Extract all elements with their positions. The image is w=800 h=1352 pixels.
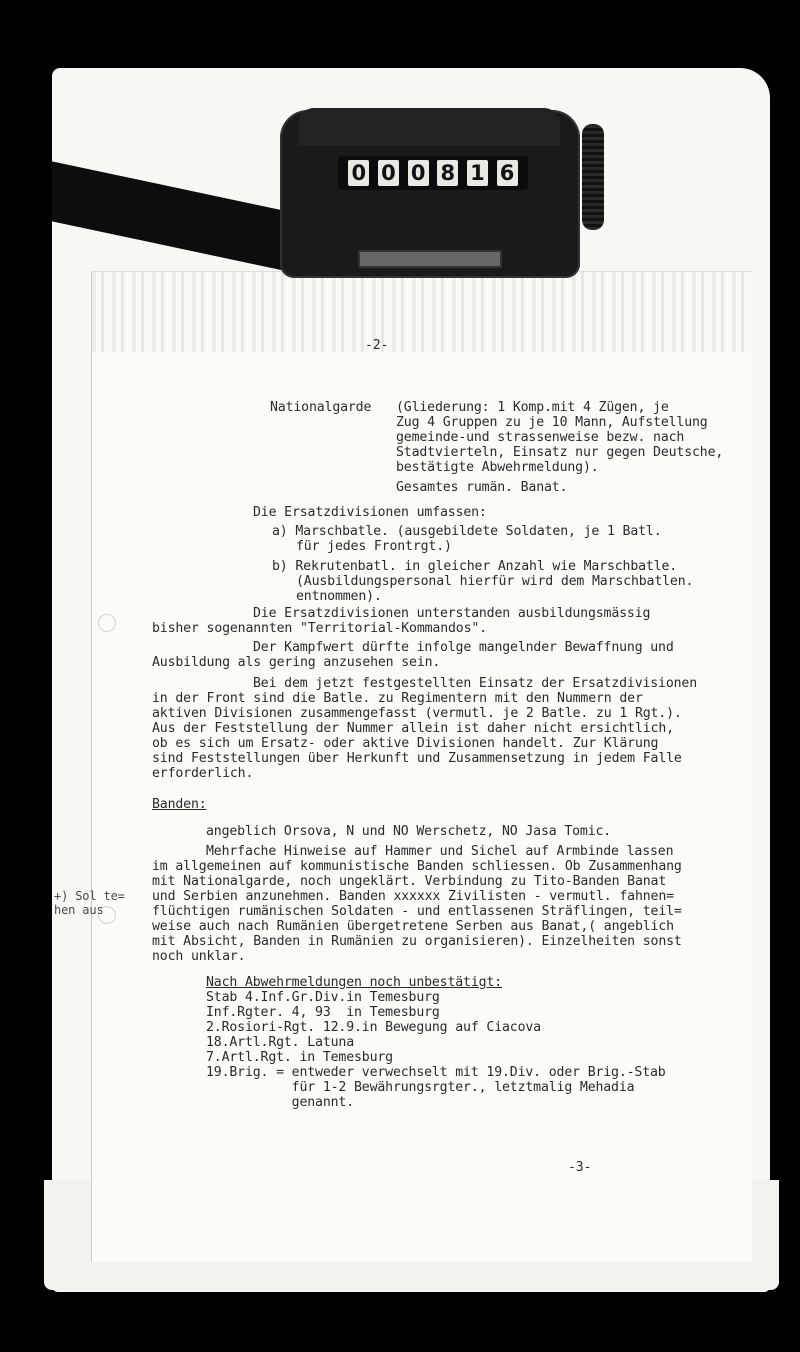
sheet-torn-edge (92, 272, 752, 352)
banden-line: mit Nationalgarde, noch ungeklärt. Verbindung zu Tito-Banden Banat (152, 874, 667, 889)
ersatz-paragraph: in der Front sind die Batle. zu Regimentern mit den Nummern der (152, 691, 643, 706)
banden-line: flüchtigen rumänischen Soldaten - und entlassenen Sträflingen, teil= (152, 904, 682, 919)
banden-line: und Serbien anzunehmen. Banden xxxxxx Zivilisten - vermutl. fahnen= (152, 889, 674, 904)
counter-slot (358, 250, 502, 268)
margin-note: +) Sol te= (54, 889, 125, 903)
unconfirmed-line: Inf.Rgter. 4, 93 in Temesburg (206, 1005, 440, 1020)
ersatz-item-b: b) Rekrutenbatl. in gleicher Anzahl wie Marschbatle. (272, 559, 678, 574)
national-guard-label: Nationalgarde (270, 400, 372, 415)
unconfirmed-line: Stab 4.Inf.Gr.Div.in Temesburg (206, 990, 440, 1005)
counter-digit: 6 (497, 160, 518, 186)
banden-line: im allgemeinen auf kommunistische Banden schliessen. Ob Zusammenhang (152, 859, 682, 874)
ersatz-paragraph: Der Kampfwert dürfte infolge mangelnder Bewaffnung und (253, 640, 674, 655)
counter-knob (582, 124, 604, 230)
ersatz-paragraph: Aus der Feststellung der Nummer allein ist daher nicht ersichtlich, (152, 721, 674, 736)
frame-counter-device (280, 110, 580, 280)
unconfirmed-line: genannt. (206, 1095, 355, 1110)
national-guard-line: Gesamtes rumän. Banat. (396, 480, 568, 495)
national-guard-line: bestätigte Abwehrmeldung). (396, 460, 599, 475)
national-guard-line: (Gliederung: 1 Komp.mit 4 Zügen, je (396, 400, 669, 415)
national-guard-line: Stadtvierteln, Einsatz nur gegen Deutsche, (396, 445, 724, 460)
unconfirmed-line: 19.Brig. = entweder verwechselt mit 19.Div. oder Brig.-Stab (206, 1065, 666, 1080)
ersatz-paragraph: sind Feststellungen über Herkunft und Zusammensetzung in jedem Falle (152, 751, 682, 766)
ersatz-paragraph: aktiven Divisionen zusammengefasst (vermutl. je 2 Batle. zu 1 Rgt.). (152, 706, 682, 721)
ersatz-item-a: für jedes Frontrgt.) (296, 539, 452, 554)
ersatz-paragraph: Bei dem jetzt festgestellten Einsatz der Ersatzdivisionen (253, 676, 698, 691)
unconfirmed-heading: Nach Abwehrmeldungen noch unbestätigt: (206, 975, 503, 990)
ersatz-item-b: (Ausbildungspersonal hierfür wird dem Marschbatlen. (296, 574, 694, 589)
ersatz-intro: Die Ersatzdivisionen umfassen: (253, 505, 487, 520)
page-number-bottom: -3- (568, 1160, 592, 1175)
unconfirmed-line: 7.Artl.Rgt. in Temesburg (206, 1050, 393, 1065)
ersatz-paragraph: erforderlich. (152, 766, 254, 781)
national-guard-line: Zug 4 Gruppen zu je 10 Mann, Aufstellung (396, 415, 708, 430)
banden-line: mit Absicht, Banden in Rumänien zu organisieren). Einzelheiten sonst (152, 934, 682, 949)
ersatz-item-b: entnommen). (296, 589, 382, 604)
counter-digit: 0 (378, 160, 399, 186)
counter-digit: 8 (437, 160, 458, 186)
banden-line: weise auch nach Rumänien übergetretene Serben aus Banat,( angeblich (152, 919, 674, 934)
punch-hole (98, 614, 116, 632)
banden-line: Mehrfache Hinweise auf Hammer und Sichel auf Armbinde lassen (206, 844, 674, 859)
counter-digit: 0 (408, 160, 429, 186)
unconfirmed-line: 18.Artl.Rgt. Latuna (206, 1035, 355, 1050)
ersatz-paragraph: Ausbildung als gering anzusehen sein. (152, 655, 441, 670)
unconfirmed-line: 2.Rosiori-Rgt. 12.9.in Bewegung auf Ciacova (206, 1020, 541, 1035)
banden-heading: Banden: (152, 797, 207, 812)
ersatz-paragraph: ob es sich um Ersatz- oder aktive Divisionen handelt. Zur Klärung (152, 736, 659, 751)
margin-note: hen aus (54, 903, 104, 917)
ersatz-paragraph: Die Ersatzdivisionen unterstanden ausbildungsmässig (253, 606, 651, 621)
unconfirmed-line: für 1-2 Bewährungsrgter., letztmalig Mehadia (206, 1080, 635, 1095)
counter-digit: 1 (467, 160, 488, 186)
counter-window (338, 156, 528, 190)
ersatz-item-a: a) Marschbatle. (ausgebildete Soldaten, je 1 Batl. (272, 524, 662, 539)
banden-line: noch unklar. (152, 949, 246, 964)
ersatz-paragraph: bisher sogenannten "Territorial-Kommandos". (152, 621, 487, 636)
national-guard-line: gemeinde-und strassenweise bezw. nach (396, 430, 685, 445)
banden-location: angeblich Orsova, N und NO Werschetz, NO Jasa Tomic. (206, 824, 612, 839)
page-number-top: -2- (365, 338, 389, 353)
counter-digit: 0 (348, 160, 369, 186)
